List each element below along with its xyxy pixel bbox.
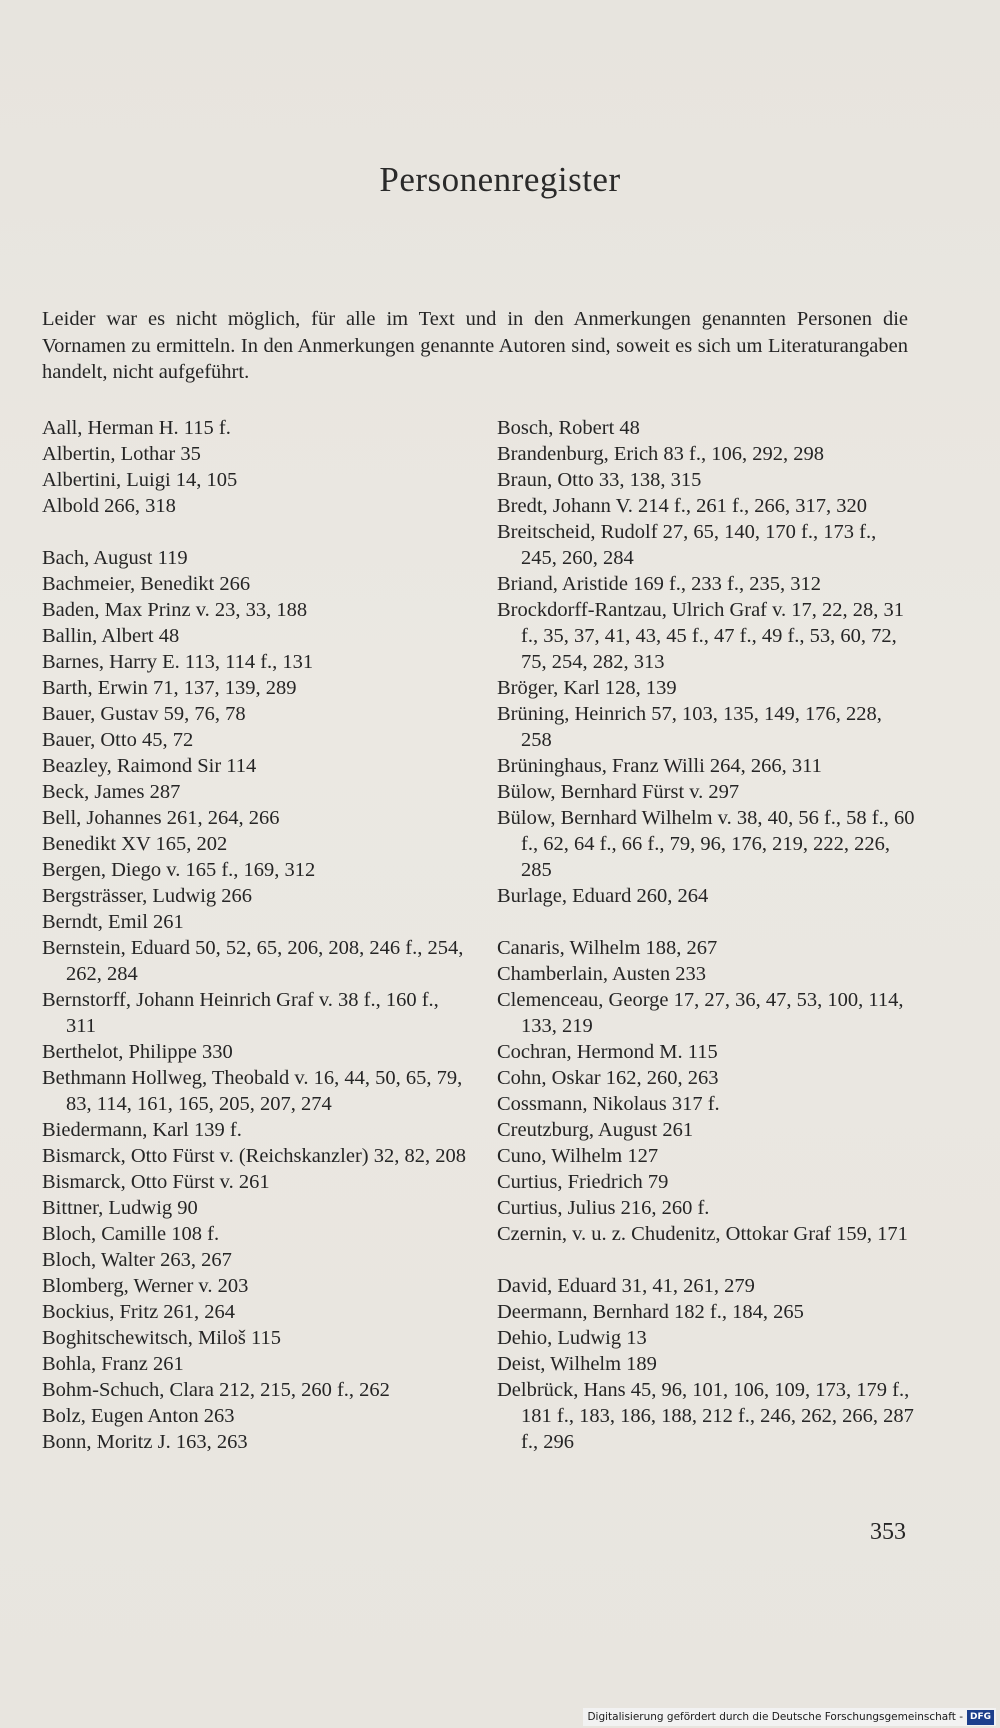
index-entry: Brüninghaus, Franz Willi 264, 266, 311 (497, 755, 822, 777)
page-number: 353 (870, 1519, 906, 1545)
index-entry: Braun, Otto 33, 138, 315 (497, 469, 702, 491)
index-entry: Curtius, Julius 216, 260 f. (497, 1197, 710, 1219)
index-entry: Bülow, Bernhard Fürst v. 297 (497, 781, 740, 803)
index-entry: Bohm-Schuch, Clara 212, 215, 260 f., 262 (42, 1379, 390, 1401)
index-entry: Cochran, Hermond M. 115 (497, 1041, 718, 1063)
index-entry: Ballin, Albert 48 (42, 625, 180, 647)
index-entry: Brüning, Heinrich 57, 103, 135, 149, 176, 228, 258 (497, 703, 882, 751)
index-entry: Bohla, Franz 261 (42, 1353, 184, 1375)
index-entry: Brandenburg, Erich 83 f., 106, 292, 298 (497, 443, 824, 465)
dfg-logo: DFG (967, 1710, 994, 1725)
index-entry: Bernstein, Eduard 50, 52, 65, 206, 208, 246 f., 254, 262, 284 (42, 937, 464, 985)
index-entry: Barnes, Harry E. 113, 114 f., 131 (42, 651, 314, 673)
index-entry: Bachmeier, Benedikt 266 (42, 573, 251, 595)
index-entry: Deist, Wilhelm 189 (497, 1353, 657, 1375)
index-entry: Bergen, Diego v. 165 f., 169, 312 (42, 859, 316, 881)
index-entry: Bockius, Fritz 261, 264 (42, 1301, 236, 1323)
index-entry: Deermann, Bernhard 182 f., 184, 265 (497, 1301, 804, 1323)
index-entry: Bosch, Robert 48 (497, 417, 640, 439)
index-entry: Cossmann, Nikolaus 317 f. (497, 1093, 720, 1115)
intro-paragraph: Leider war es nicht möglich, für alle im Text und in den Anmerkungen genannten Personen die Vornamen zu ermitteln. In den Anmerkungen genannte Autoren sind, soweit es sich um Literaturangaben handelt, nicht aufgeführt. (42, 308, 908, 383)
index-entry: Beck, James 287 (42, 781, 181, 803)
index-entry: Beazley, Raimond Sir 114 (42, 755, 257, 777)
index-entry: Bonn, Moritz J. 163, 263 (42, 1431, 248, 1453)
index-entry: Bernstorff, Johann Heinrich Graf v. 38 f., 160 f., 311 (42, 989, 439, 1037)
index-entry: David, Eduard 31, 41, 261, 279 (497, 1275, 755, 1297)
index-entry: Briand, Aristide 169 f., 233 f., 235, 312 (497, 573, 821, 595)
index-column-left (42, 415, 472, 1455)
index-entry: Burlage, Eduard 260, 264 (497, 885, 709, 907)
index-entry: Benedikt XV 165, 202 (42, 833, 228, 855)
index-entry: Bell, Johannes 261, 264, 266 (42, 807, 280, 829)
index-entry: Dehio, Ludwig 13 (497, 1327, 647, 1349)
index-entry: Albertin, Lothar 35 (42, 443, 201, 465)
section-gap (42, 519, 472, 545)
index-entry: Biedermann, Karl 139 f. (42, 1119, 242, 1141)
section-gap (497, 909, 917, 935)
section-gap (497, 1247, 917, 1273)
index-entry: Delbrück, Hans 45, 96, 101, 106, 109, 173, 179 f., 181 f., 183, 186, 188, 212 f., 246, 262, 266, 287 f., 296 (497, 1379, 914, 1453)
index-entry: Albertini, Luigi 14, 105 (42, 469, 238, 491)
index-entry: Bergsträsser, Ludwig 266 (42, 885, 253, 907)
index-entry: Cohn, Oskar 162, 260, 263 (497, 1067, 719, 1089)
index-entry: Curtius, Friedrich 79 (497, 1171, 669, 1193)
index-entry: Creutzburg, August 261 (497, 1119, 694, 1141)
index-entry: Aall, Herman H. 115 f. (42, 417, 231, 439)
index-entry: Bethmann Hollweg, Theobald v. 16, 44, 50, 65, 79, 83, 114, 161, 165, 205, 207, 274 (42, 1067, 463, 1115)
page-title: Personenregister (379, 160, 621, 199)
index-entry: Bauer, Otto 45, 72 (42, 729, 194, 751)
index-entry: Breitscheid, Rudolf 27, 65, 140, 170 f., 173 f., 245, 260, 284 (497, 521, 877, 569)
funding-footer (583, 1708, 996, 1726)
index-entry: Barth, Erwin 71, 137, 139, 289 (42, 677, 297, 699)
index-entry: Boghitschewitsch, Miloš 115 (42, 1327, 281, 1349)
index-entry: Berthelot, Philippe 330 (42, 1041, 233, 1063)
index-entry: Chamberlain, Austen 233 (497, 963, 706, 985)
index-entry: Blomberg, Werner v. 203 (42, 1275, 249, 1297)
index-entry: Canaris, Wilhelm 188, 267 (497, 937, 718, 959)
index-entry: Bach, August 119 (42, 547, 188, 569)
index-entry: Bloch, Camille 108 f. (42, 1223, 220, 1245)
index-entry: Brockdorff-Rantzau, Ulrich Graf v. 17, 22, 28, 31 f., 35, 37, 41, 43, 45 f., 47 f., 49 f., 53, 60, 72, 75, 254, 282, 313 (497, 599, 905, 673)
index-entry: Berndt, Emil 261 (42, 911, 184, 933)
index-column-right (497, 415, 917, 1455)
index-entry: Bloch, Walter 263, 267 (42, 1249, 232, 1271)
index-entry: Bismarck, Otto Fürst v. (Reichskanzler) 32, 82, 208 (42, 1145, 466, 1167)
index-entry: Bauer, Gustav 59, 76, 78 (42, 703, 246, 725)
index-entry: Baden, Max Prinz v. 23, 33, 188 (42, 599, 308, 621)
index-entry: Bismarck, Otto Fürst v. 261 (42, 1171, 270, 1193)
index-entry: Bittner, Ludwig 90 (42, 1197, 198, 1219)
index-entry: Bredt, Johann V. 214 f., 261 f., 266, 317, 320 (497, 495, 867, 517)
index-entry: Bolz, Eugen Anton 263 (42, 1405, 235, 1427)
index-entry: Albold 266, 318 (42, 495, 176, 517)
index-entry: Bülow, Bernhard Wilhelm v. 38, 40, 56 f., 58 f., 60 f., 62, 64 f., 66 f., 79, 96, 176, 219, 222, 226, 285 (497, 807, 915, 881)
index-entry: Bröger, Karl 128, 139 (497, 677, 677, 699)
index-entry: Czernin, v. u. z. Chudenitz, Ottokar Graf 159, 171 (497, 1223, 908, 1245)
footer-text: Digitalisierung gefördert durch die Deutsche Forschungsgemeinschaft - (587, 1711, 963, 1723)
index-entry: Clemenceau, George 17, 27, 36, 47, 53, 100, 114, 133, 219 (497, 989, 904, 1037)
index-entry: Cuno, Wilhelm 127 (497, 1145, 659, 1167)
